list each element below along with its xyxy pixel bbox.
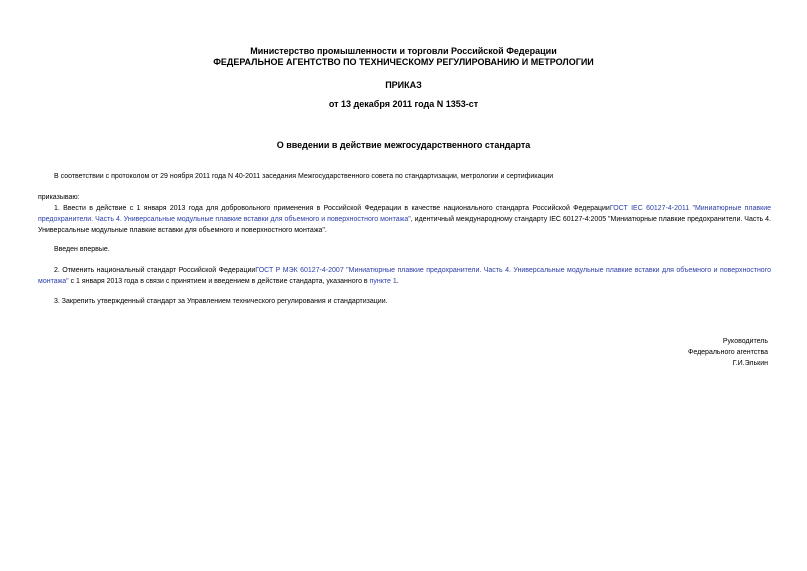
document-subject: О введении в действие межгосударственного стандарта — [276, 140, 531, 150]
item-2-text-middle: с 1 января 2013 года в связи с принятием и введением в действие стандарта, указанного в — [68, 278, 370, 285]
signature-name: Г.И.Элькин — [732, 360, 768, 367]
signature-position: Руководитель — [722, 338, 768, 345]
item-2-text-after: . — [396, 278, 399, 285]
introduced-note: Введен впервые. — [54, 246, 110, 253]
preamble-paragraph: В соответствии с протоколом от 29 ноября 2011 года N 40-2011 заседания Межгосударственного совета по стандартизации, метрологии и сертификации — [54, 173, 554, 180]
signature-organization: Федерального агентства — [688, 349, 768, 356]
item-1-reference-link[interactable]: пункте 1 — [369, 278, 397, 285]
item-2-paragraph — [38, 265, 771, 287]
gost-iec-60127-4-2011-link[interactable]: ГОСТ IEC 60127-4-2011 "Миниатюрные плавкие предохранители. Часть 4. Универсальные модульные плавкие вставки для объемного и поверхностного монтажа" — [38, 205, 771, 223]
item-3-paragraph: 3. Закрепить утвержденный стандарт за Управлением технического регулирования и стандартизации. — [54, 298, 388, 305]
document-date: от 13 декабря 2011 года N 1353-ст — [328, 99, 479, 109]
gost-r-iec-60127-4-2007-link[interactable]: ГОСТ Р МЭК 60127-4-2007 "Миниатюрные плавкие предохранители. Часть 4. Универсальные модульные плавкие вставки для объемного и поверхностного монтажа" — [38, 267, 771, 285]
item-1-text: 1. Ввести в действие с 1 января 2013 года для добровольного применения в Российской Федерации в качестве национального стандарта Российской Федерации — [54, 205, 610, 212]
agency-title: ФЕДЕРАЛЬНОЕ АГЕНТСТВО ПО ТЕХНИЧЕСКОМУ РЕГУЛИРОВАНИЮ И МЕТРОЛОГИИ — [213, 57, 594, 67]
item-2-text: 2. Отменить национальный стандарт Российской Федерации — [54, 267, 256, 274]
ministry-title: Министерство промышленности и торговли Российской Федерации — [250, 46, 557, 56]
item-1-text-after: , идентичный международному стандарту IEC 60127-4:2005 "Миниатюрные плавкие предохранители. Часть 4. Универсальные модульные плавкие вставки для объемного и поверхностного монтажа". — [38, 216, 771, 234]
document-type: ПРИКАЗ — [385, 80, 422, 90]
order-word: приказываю: — [38, 194, 80, 201]
item-1-paragraph — [38, 203, 771, 236]
